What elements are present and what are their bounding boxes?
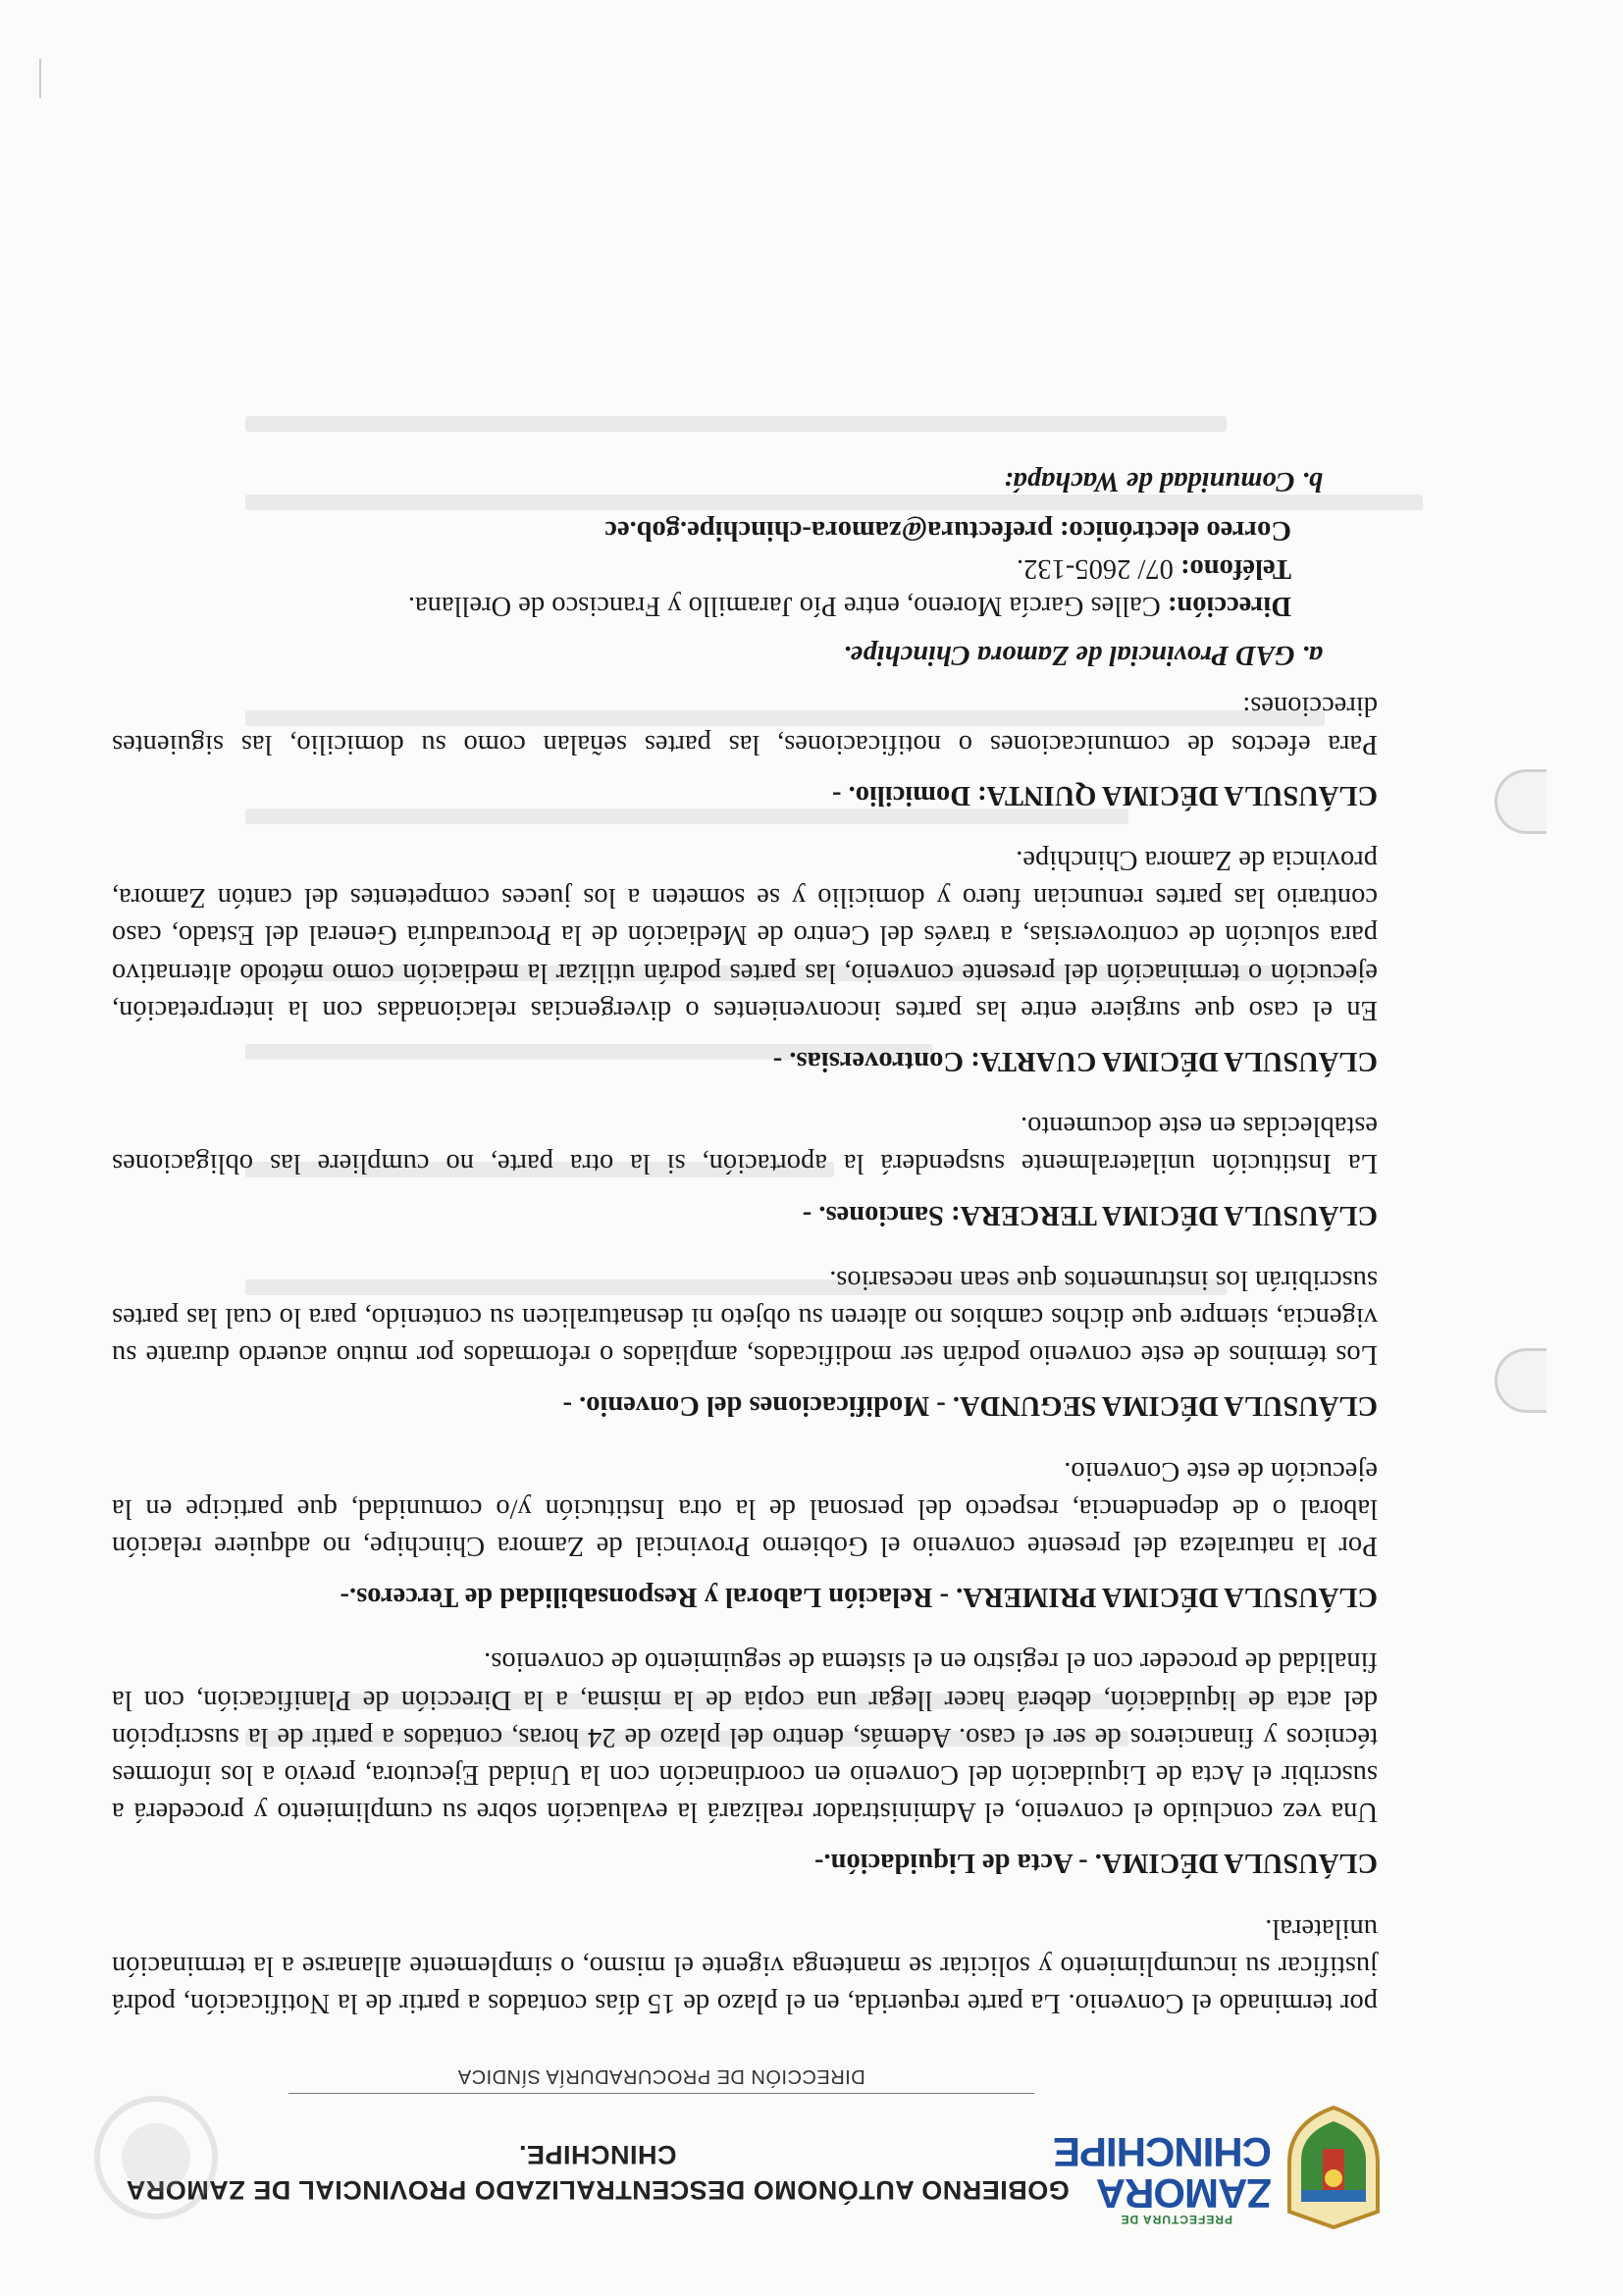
clause-11-title: CLÁUSULA DÉCIMA PRIMERA. - Relación Laboral y Responsabilidad de Terceros.- bbox=[340, 1582, 1378, 1613]
government-title-line1: GOBIERNO AUTÓNOMO DESCENTRALIZADO PROVINCIAL DE ZAMORA bbox=[126, 2175, 1070, 2205]
punch-hole bbox=[1494, 1348, 1546, 1413]
clause-14-text: En el caso que surgiere entre las partes inconvenientes o divergencias relacionadas con la interpretación, ejecución o terminación del presente convenio, las partes podrán utilizar la mediación como método alternativo para solución de controversias, a través del Centro de Mediación de la Procuraduría General del Estado, caso contrario las partes renuncian fuero y domicilio y se someten a los jueces competentes del cantón Zamora, provincia de Zamora Chinchipe. bbox=[112, 844, 1378, 1025]
phone-value: 07/ 2605-132. bbox=[1017, 552, 1174, 584]
department-name: DIRECCIÓN DE PROCURADURÍA SÍNDICA bbox=[288, 2064, 1034, 2094]
email-value: prefectura@zamora-chinchipe.gob.ec bbox=[604, 515, 1053, 547]
party-a-phone bbox=[112, 549, 1291, 587]
clause-14-title: CLÁUSULA DÉCIMA CUARTA: Controversias. - bbox=[772, 1045, 1378, 1076]
clause-15-text: Para efectos de comunicaciones o notificaciones, las partes señalan como su domicilio, las siguientes direcciones: bbox=[112, 691, 1378, 759]
party-a-name: a. GAD Provincial de Zamora Chinchipe. bbox=[843, 640, 1323, 671]
address-label: Dirección: bbox=[1167, 590, 1291, 621]
party-a-address bbox=[112, 587, 1291, 624]
address-value: Calles García Moreno, entre Pío Jaramillo y Francisco de Orellana. bbox=[407, 590, 1161, 621]
clause-10-title: CLÁUSULA DÉCIMA. - Acta de Liquidación.- bbox=[813, 1848, 1378, 1879]
party-b-name: b. Comunidad de Wachapá: bbox=[1003, 466, 1323, 497]
prefectura-logo bbox=[1053, 2129, 1272, 2226]
clause-10-text: Una vez concluido el convenio, el Administrador realizará la evaluación sobre su cumplimiento y procederá a suscribir el Acta de Liquidación del Convenio en coordinación con la Unidad Ejecutora, previo a los informes técnicos y financieros de ser el caso. Además, dentro del plazo de 24 horas, contados a partir de la suscripción del acta de liquidación, deberá hacer llegar una copia de la misma, a la Dirección de Planificación, con la finalidad de proceder con el registro en el sistema de seguimiento de convenios. bbox=[112, 1646, 1378, 1828]
clause-12-text: Los términos de este convenio podrán ser modificados, ampliados o reformados por mutuo acuerdo durante su vigencia, siempre que dichos cambios no alteren su objeto ni desnaturalicen su contenido, para lo cual las partes suscribirán los instrumentos que sean necesarios. bbox=[112, 1264, 1378, 1371]
edge-mark bbox=[39, 59, 41, 98]
email-label: Correo electrónico: bbox=[1059, 515, 1291, 547]
clause-11-text: Por la naturaleza del presente convenio el Gobierno Provincial de Zamora Chinchipe, no adquiere relación laboral o de dependencia, respecto del personal de la otra Institución y/o comunidad, que participe en la ejecución de este Convenio. bbox=[112, 1455, 1378, 1561]
government-title bbox=[102, 2136, 1093, 2208]
intro-paragraph: por terminado el Convenio. La parte requerida, en el plazo de 15 días contados a partir de la Notificación, podrá justificar su incumplimiento y solicitar se mantenga vigente el mismo, o simplemente allanarse a la terminación unilateral. bbox=[112, 1912, 1378, 2018]
government-title-line2: CHINCHIPE. bbox=[518, 2139, 677, 2169]
brand-small: PREFECTURA DE bbox=[1120, 2213, 1232, 2226]
brand-line2: CHINCHIPE bbox=[1053, 2129, 1272, 2175]
document-body bbox=[112, 450, 1378, 2021]
provincial-seal-icon bbox=[1280, 2104, 1387, 2231]
phone-label: Teléfono: bbox=[1180, 552, 1291, 584]
watermark-crest-icon bbox=[82, 2084, 230, 2231]
punch-hole bbox=[1494, 769, 1546, 834]
party-a-email bbox=[112, 511, 1291, 548]
letterhead bbox=[92, 2035, 1387, 2231]
clause-15-title: CLÁUSULA DÉCIMA QUINTA: Domicilio. - bbox=[831, 779, 1378, 810]
clause-13-text: La Institución unilateralmente suspenderá la aportación, si la otra parte, no cumpliere las obligaciones establecidas en este documento. bbox=[112, 1111, 1378, 1179]
brand-line1: ZAMORA bbox=[1096, 2170, 1272, 2217]
clause-13-title: CLÁUSULA DÉCIMA TERCERA: Sanciones. - bbox=[802, 1199, 1378, 1230]
clause-12-title: CLÁUSULA DÉCIMA SEGUNDA. - Modificaciones del Convenio. - bbox=[562, 1390, 1378, 1422]
